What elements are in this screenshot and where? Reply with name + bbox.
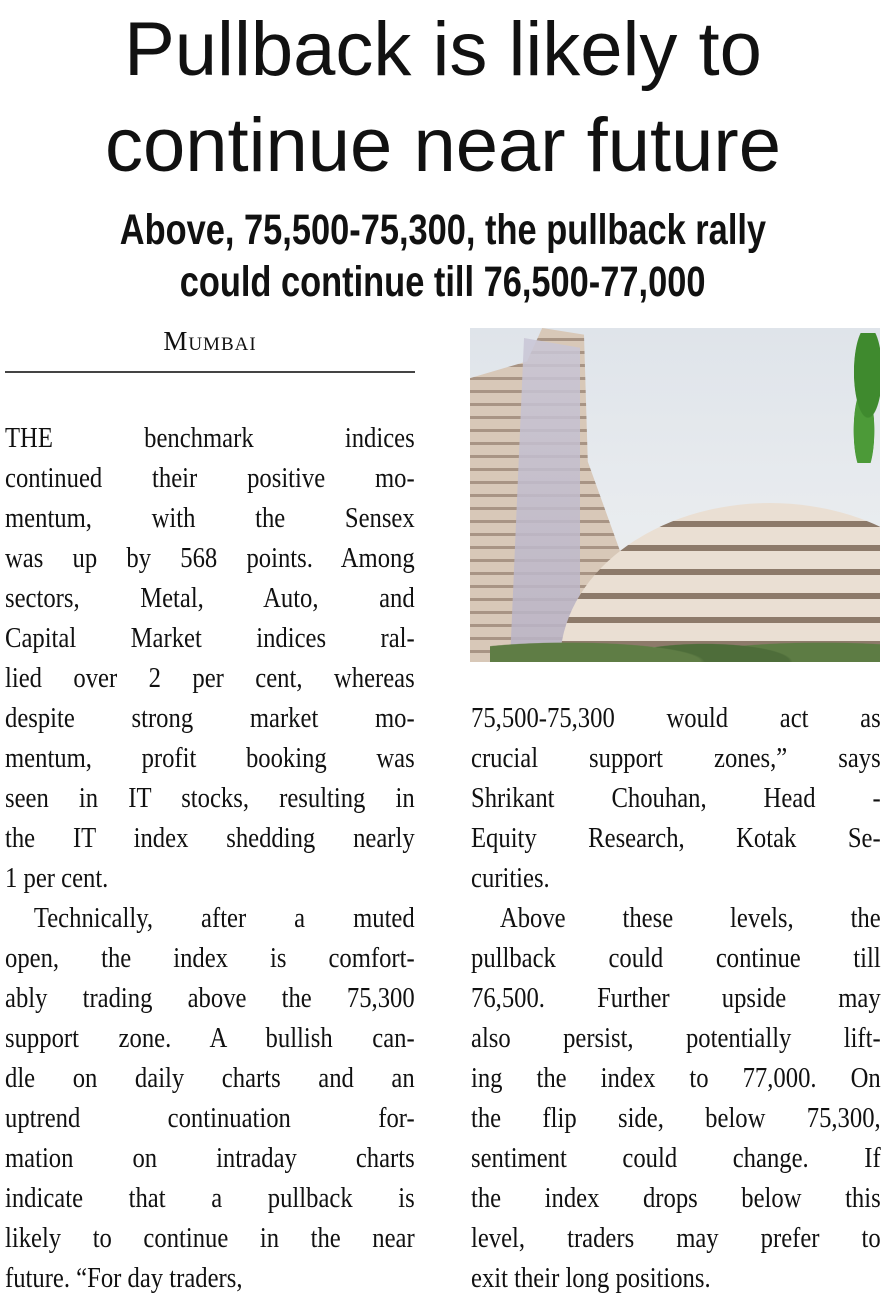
paragraph-line: mentum, profit booking was (5, 742, 415, 774)
paragraph-line: support zone. A bullish can- (5, 1022, 415, 1054)
headline-line: continue near future (104, 103, 782, 188)
paragraph-line: THE benchmark indices (5, 422, 415, 454)
paragraph-line: the IT index shedding nearly (5, 822, 415, 854)
divider (5, 371, 415, 373)
dateline: Mumbai (163, 326, 257, 356)
paragraph-line: crucial support zones,” says (471, 742, 881, 774)
paragraph-line: future. “For day traders, (5, 1262, 243, 1294)
headline (0, 2, 886, 194)
paragraph-line: mation on intraday charts (5, 1142, 415, 1174)
paragraph-line: curities. (471, 862, 550, 894)
paragraph-line: indicate that a pullback is (5, 1182, 415, 1214)
paragraph-line: Equity Research, Kotak Se- (471, 822, 881, 854)
paragraph-line: Technically, after a muted (33, 902, 415, 934)
subheadline (0, 204, 886, 308)
paragraph-line: level, traders may prefer to (471, 1222, 881, 1254)
paragraph-line: sentiment could change. If (471, 1142, 881, 1174)
paragraph-line: uptrend continuation for- (5, 1102, 415, 1134)
left-column (5, 418, 415, 1298)
paragraph-line: Shrikant Chouhan, Head - (471, 782, 881, 814)
paragraph-line: ing the index to 77,000. On (471, 1062, 881, 1094)
paragraph-line: pullback could continue till (471, 942, 881, 974)
paragraph-line: Capital Market indices ral- (5, 622, 415, 654)
paragraph-line: dle on daily charts and an (5, 1062, 415, 1094)
paragraph-line: exit their long positions. (471, 1262, 711, 1294)
subheadline-line: Above, 75,500-75,300, the pullback rally (119, 206, 767, 254)
paragraph-line: despite strong market mo- (5, 702, 415, 734)
paragraph-line: the flip side, below 75,300, (471, 1102, 881, 1134)
paragraph-line: seen in IT stocks, resulting in (5, 782, 415, 814)
paragraph-line: Above these levels, the (499, 902, 881, 934)
paragraph-line: likely to continue in the near (5, 1222, 415, 1254)
paragraph-line: continued their positive mo- (5, 462, 415, 494)
paragraph-line: the index drops below this (471, 1182, 881, 1214)
headline-line: Pullback is likely to (124, 7, 762, 92)
paragraph-line: ably trading above the 75,300 (5, 982, 415, 1014)
paragraph-line: sectors, Metal, Auto, and (5, 582, 415, 614)
right-column (471, 698, 881, 1298)
paragraph-line: open, the index is comfort- (5, 942, 415, 974)
paragraph-line: also persist, potentially lift- (471, 1022, 881, 1054)
paragraph-line: lied over 2 per cent, whereas (5, 662, 415, 694)
paragraph-line: was up by 568 points. Among (5, 542, 415, 574)
paragraph-line: 76,500. Further upside may (471, 982, 881, 1014)
article-photo (470, 328, 880, 662)
paragraph-line: 75,500-75,300 would act as (471, 702, 881, 734)
subheadline-line: could continue till 76,500-77,000 (180, 258, 706, 306)
paragraph-line: 1 per cent. (5, 862, 109, 894)
paragraph-line: mentum, with the Sensex (5, 502, 415, 534)
